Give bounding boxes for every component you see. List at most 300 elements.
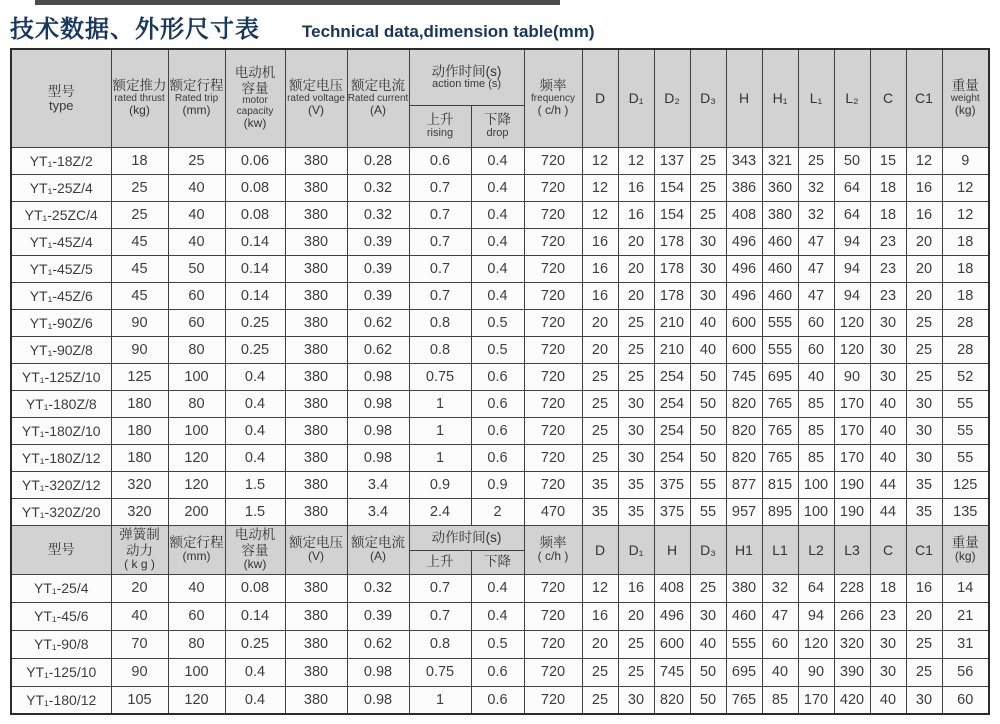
col-header-drop xyxy=(471,105,524,147)
header-unit: (kw) xyxy=(243,116,267,131)
value-cell: 18 xyxy=(942,255,989,282)
col-header2-D3: D₃ xyxy=(690,525,726,574)
col-header2-type xyxy=(11,525,111,574)
value-cell: 25 xyxy=(582,390,618,417)
value-cell: 0.6 xyxy=(471,390,524,417)
value-cell: 30 xyxy=(690,255,726,282)
value-cell: 380 xyxy=(285,574,347,602)
value-cell: 1 xyxy=(409,390,471,417)
value-cell: 0.6 xyxy=(471,686,524,714)
value-cell: 18 xyxy=(870,174,906,201)
col-header-weight xyxy=(942,49,989,147)
value-cell: 720 xyxy=(524,309,582,336)
value-cell: 210 xyxy=(654,309,690,336)
header-en: frequency xyxy=(531,92,575,104)
value-cell: 55 xyxy=(942,417,989,444)
value-cell: 25 xyxy=(582,363,618,390)
value-cell: 720 xyxy=(524,471,582,498)
table-row xyxy=(11,201,989,228)
value-cell: 25 xyxy=(906,658,942,686)
value-cell: 94 xyxy=(798,602,834,630)
value-cell: 0.8 xyxy=(409,309,471,336)
value-cell: 20 xyxy=(906,255,942,282)
value-cell: 120 xyxy=(168,444,225,471)
value-cell: 154 xyxy=(654,174,690,201)
value-cell: 408 xyxy=(726,201,762,228)
value-cell: 30 xyxy=(618,686,654,714)
header-zh: 重量 xyxy=(951,534,979,550)
value-cell: 720 xyxy=(524,658,582,686)
value-cell: 30 xyxy=(906,417,942,444)
value-cell: 16 xyxy=(618,174,654,201)
value-cell: 90 xyxy=(111,658,168,686)
model-cell: YT₁-18Z/2 xyxy=(11,147,111,174)
value-cell: 20 xyxy=(618,282,654,309)
value-cell: 40 xyxy=(798,363,834,390)
value-cell: 320 xyxy=(834,630,870,658)
value-cell: 2 xyxy=(471,498,524,525)
value-cell: 25 xyxy=(618,630,654,658)
value-cell: 85 xyxy=(798,417,834,444)
col-header2-H1: H1 xyxy=(726,525,762,574)
value-cell: 254 xyxy=(654,363,690,390)
header-zh: 频率 xyxy=(539,534,567,550)
value-cell: 85 xyxy=(798,444,834,471)
value-cell: 25 xyxy=(582,686,618,714)
value-cell: 460 xyxy=(762,282,798,309)
col-header2-capacity xyxy=(225,525,285,574)
col-header-D2: D₂ xyxy=(654,49,690,147)
value-cell: 28 xyxy=(942,309,989,336)
value-cell: 25 xyxy=(690,201,726,228)
value-cell: 60 xyxy=(168,309,225,336)
value-cell: 380 xyxy=(285,602,347,630)
value-cell: 170 xyxy=(834,390,870,417)
model-cell: YT₁-25/4 xyxy=(11,574,111,602)
col-header2-trip xyxy=(168,525,225,574)
value-cell: 44 xyxy=(870,471,906,498)
value-cell: 16 xyxy=(618,201,654,228)
value-cell: 745 xyxy=(726,363,762,390)
header-en: Rated current xyxy=(347,92,409,104)
value-cell: 20 xyxy=(582,630,618,658)
value-cell: 343 xyxy=(726,147,762,174)
value-cell: 35 xyxy=(618,498,654,525)
value-cell: 0.4 xyxy=(225,363,285,390)
col-header-trip xyxy=(168,49,225,147)
value-cell: 820 xyxy=(654,686,690,714)
value-cell: 35 xyxy=(582,471,618,498)
value-cell: 460 xyxy=(726,602,762,630)
value-cell: 170 xyxy=(798,686,834,714)
table-row xyxy=(11,658,989,686)
value-cell: 30 xyxy=(690,282,726,309)
value-cell: 120 xyxy=(798,630,834,658)
value-cell: 14 xyxy=(942,574,989,602)
value-cell: 0.5 xyxy=(471,336,524,363)
value-cell: 720 xyxy=(524,444,582,471)
header-zh: 下降 xyxy=(484,554,511,570)
value-cell: 47 xyxy=(798,228,834,255)
value-cell: 720 xyxy=(524,630,582,658)
value-cell: 765 xyxy=(762,390,798,417)
model-cell: YT₁-25ZC/4 xyxy=(11,201,111,228)
value-cell: 25 xyxy=(906,336,942,363)
value-cell: 0.7 xyxy=(409,282,471,309)
value-cell: 380 xyxy=(285,363,347,390)
value-cell: 895 xyxy=(762,498,798,525)
value-cell: 70 xyxy=(111,630,168,658)
value-cell: 0.4 xyxy=(471,282,524,309)
value-cell: 12 xyxy=(582,147,618,174)
value-cell: 25 xyxy=(906,309,942,336)
value-cell: 178 xyxy=(654,228,690,255)
model-cell: YT₁-320Z/20 xyxy=(11,498,111,525)
header-en: rated voltage xyxy=(287,92,345,104)
value-cell: 695 xyxy=(726,658,762,686)
value-cell: 720 xyxy=(524,390,582,417)
value-cell: 18 xyxy=(111,147,168,174)
value-cell: 820 xyxy=(726,417,762,444)
value-cell: 12 xyxy=(582,201,618,228)
value-cell: 720 xyxy=(524,574,582,602)
header-unit: (kg) xyxy=(954,103,976,118)
value-cell: 32 xyxy=(798,201,834,228)
table-row xyxy=(11,282,989,309)
value-cell: 16 xyxy=(906,174,942,201)
value-cell: 555 xyxy=(762,336,798,363)
value-cell: 60 xyxy=(942,686,989,714)
value-cell: 120 xyxy=(168,471,225,498)
value-cell: 12 xyxy=(906,147,942,174)
value-cell: 30 xyxy=(870,309,906,336)
col-header-D1: D₁ xyxy=(618,49,654,147)
table-row xyxy=(11,255,989,282)
value-cell: 720 xyxy=(524,282,582,309)
value-cell: 496 xyxy=(726,228,762,255)
value-cell: 12 xyxy=(942,174,989,201)
col-header-C: C xyxy=(870,49,906,147)
value-cell: 40 xyxy=(870,686,906,714)
value-cell: 0.4 xyxy=(225,658,285,686)
header-unit: (A) xyxy=(370,103,386,118)
value-cell: 380 xyxy=(285,255,347,282)
value-cell: 20 xyxy=(618,228,654,255)
value-cell: 0.25 xyxy=(225,630,285,658)
model-cell: YT₁-45Z/5 xyxy=(11,255,111,282)
value-cell: 40 xyxy=(870,417,906,444)
value-cell: 0.39 xyxy=(347,282,409,309)
value-cell: 55 xyxy=(942,444,989,471)
value-cell: 0.9 xyxy=(471,471,524,498)
value-cell: 40 xyxy=(690,630,726,658)
value-cell: 815 xyxy=(762,471,798,498)
value-cell: 50 xyxy=(690,658,726,686)
value-cell: 25 xyxy=(618,336,654,363)
value-cell: 360 xyxy=(762,174,798,201)
header-en: rated thrust xyxy=(114,92,165,104)
col-header2-L1: L1 xyxy=(762,525,798,574)
value-cell: 154 xyxy=(654,201,690,228)
value-cell: 0.98 xyxy=(347,363,409,390)
header-unit: (kg) xyxy=(954,549,976,564)
col-header2-H: H xyxy=(654,525,690,574)
value-cell: 0.4 xyxy=(225,390,285,417)
value-cell: 105 xyxy=(111,686,168,714)
value-cell: 200 xyxy=(168,498,225,525)
col-header-voltage xyxy=(285,49,347,147)
value-cell: 0.4 xyxy=(471,602,524,630)
header-zh: 频率 xyxy=(539,78,567,94)
value-cell: 12 xyxy=(582,574,618,602)
value-cell: 0.4 xyxy=(225,686,285,714)
value-cell: 408 xyxy=(654,574,690,602)
value-cell: 120 xyxy=(834,309,870,336)
value-cell: 30 xyxy=(870,658,906,686)
value-cell: 100 xyxy=(798,471,834,498)
model-cell: YT₁-180Z/12 xyxy=(11,444,111,471)
value-cell: 20 xyxy=(906,282,942,309)
table-row xyxy=(11,390,989,417)
value-cell: 0.7 xyxy=(409,228,471,255)
value-cell: 3.4 xyxy=(347,471,409,498)
header-unit: (mm) xyxy=(182,549,211,564)
value-cell: 47 xyxy=(762,602,798,630)
col-header-rising xyxy=(409,105,471,147)
col-header2-L2: L2 xyxy=(798,525,834,574)
value-cell: 15 xyxy=(870,147,906,174)
header-unit: (V) xyxy=(308,103,324,118)
value-cell: 0.4 xyxy=(471,228,524,255)
value-cell: 0.98 xyxy=(347,390,409,417)
col-header2-current xyxy=(347,525,409,574)
value-cell: 125 xyxy=(111,363,168,390)
value-cell: 28 xyxy=(942,336,989,363)
value-cell: 0.08 xyxy=(225,174,285,201)
model-cell: YT₁-125Z/10 xyxy=(11,363,111,390)
value-cell: 80 xyxy=(168,336,225,363)
value-cell: 40 xyxy=(690,309,726,336)
value-cell: 45 xyxy=(111,228,168,255)
value-cell: 94 xyxy=(834,282,870,309)
value-cell: 20 xyxy=(906,228,942,255)
value-cell: 52 xyxy=(942,363,989,390)
value-cell: 100 xyxy=(168,417,225,444)
model-cell: YT₁-45Z/4 xyxy=(11,228,111,255)
value-cell: 380 xyxy=(285,686,347,714)
value-cell: 21 xyxy=(942,602,989,630)
col-header2-frequency xyxy=(524,525,582,574)
value-cell: 35 xyxy=(582,498,618,525)
model-cell: YT₁-45Z/6 xyxy=(11,282,111,309)
value-cell: 16 xyxy=(582,282,618,309)
value-cell: 0.4 xyxy=(225,444,285,471)
table-row xyxy=(11,498,989,525)
value-cell: 100 xyxy=(798,498,834,525)
value-cell: 50 xyxy=(834,147,870,174)
value-cell: 228 xyxy=(834,574,870,602)
value-cell: 56 xyxy=(942,658,989,686)
value-cell: 1.5 xyxy=(225,498,285,525)
header-zh: 额定电流 xyxy=(351,78,405,94)
value-cell: 85 xyxy=(798,390,834,417)
value-cell: 25 xyxy=(798,147,834,174)
value-cell: 40 xyxy=(168,574,225,602)
table-row xyxy=(11,336,989,363)
value-cell: 380 xyxy=(285,282,347,309)
value-cell: 190 xyxy=(834,498,870,525)
value-cell: 765 xyxy=(762,417,798,444)
value-cell: 40 xyxy=(690,336,726,363)
value-cell: 0.32 xyxy=(347,174,409,201)
value-cell: 0.8 xyxy=(409,630,471,658)
value-cell: 695 xyxy=(762,363,798,390)
value-cell: 555 xyxy=(726,630,762,658)
value-cell: 30 xyxy=(906,444,942,471)
table-row xyxy=(11,602,989,630)
value-cell: 496 xyxy=(654,602,690,630)
header-zh: 额定推力 xyxy=(112,78,167,94)
value-cell: 720 xyxy=(524,686,582,714)
value-cell: 0.08 xyxy=(225,574,285,602)
value-cell: 16 xyxy=(582,255,618,282)
value-cell: 0.98 xyxy=(347,658,409,686)
value-cell: 380 xyxy=(285,309,347,336)
value-cell: 555 xyxy=(762,309,798,336)
value-cell: 0.14 xyxy=(225,602,285,630)
col-header-D3: D₃ xyxy=(690,49,726,147)
value-cell: 80 xyxy=(168,630,225,658)
value-cell: 0.4 xyxy=(471,574,524,602)
value-cell: 720 xyxy=(524,174,582,201)
table2-header xyxy=(11,525,989,574)
value-cell: 720 xyxy=(524,363,582,390)
value-cell: 1 xyxy=(409,686,471,714)
header-unit: ( c/h ) xyxy=(537,549,569,564)
value-cell: 40 xyxy=(762,658,798,686)
value-cell: 16 xyxy=(618,574,654,602)
value-cell: 178 xyxy=(654,255,690,282)
value-cell: 420 xyxy=(834,686,870,714)
value-cell: 9 xyxy=(942,147,989,174)
value-cell: 50 xyxy=(690,444,726,471)
value-cell: 60 xyxy=(762,630,798,658)
table-row xyxy=(11,444,989,471)
value-cell: 0.7 xyxy=(409,574,471,602)
value-cell: 720 xyxy=(524,602,582,630)
model-cell: YT₁-125/10 xyxy=(11,658,111,686)
col-header-type xyxy=(11,49,111,147)
value-cell: 1 xyxy=(409,444,471,471)
value-cell: 180 xyxy=(111,444,168,471)
value-cell: 320 xyxy=(111,471,168,498)
header-unit: (kw) xyxy=(243,557,267,572)
header-zh: 额定电流 xyxy=(351,534,405,550)
header-zh: 额定行程 xyxy=(169,534,224,550)
value-cell: 64 xyxy=(834,201,870,228)
header-unit: ( k g ) xyxy=(124,557,155,572)
value-cell: 55 xyxy=(690,471,726,498)
value-cell: 720 xyxy=(524,147,582,174)
col-header2-D: D xyxy=(582,525,618,574)
header-unit: (mm) xyxy=(182,103,211,118)
value-cell: 820 xyxy=(726,444,762,471)
header-zh: 上升 xyxy=(426,112,454,128)
value-cell: 0.75 xyxy=(409,658,471,686)
value-cell: 20 xyxy=(906,602,942,630)
value-cell: 125 xyxy=(942,471,989,498)
value-cell: 0.5 xyxy=(471,630,524,658)
header-unit: (V) xyxy=(308,549,324,564)
value-cell: 25 xyxy=(582,417,618,444)
value-cell: 90 xyxy=(798,658,834,686)
value-cell: 765 xyxy=(726,686,762,714)
value-cell: 20 xyxy=(618,255,654,282)
table-row xyxy=(11,309,989,336)
value-cell: 40 xyxy=(870,444,906,471)
header-zh: 电动机 xyxy=(234,527,276,543)
value-cell: 35 xyxy=(618,471,654,498)
value-cell: 0.9 xyxy=(409,471,471,498)
value-cell: 12 xyxy=(618,147,654,174)
value-cell: 254 xyxy=(654,390,690,417)
value-cell: 30 xyxy=(906,686,942,714)
header-en: rising xyxy=(426,126,454,139)
header-zh: 额定行程 xyxy=(169,78,224,94)
value-cell: 25 xyxy=(582,444,618,471)
value-cell: 254 xyxy=(654,444,690,471)
value-cell: 31 xyxy=(942,630,989,658)
value-cell: 40 xyxy=(168,174,225,201)
value-cell: 0.6 xyxy=(471,363,524,390)
value-cell: 135 xyxy=(942,498,989,525)
value-cell: 60 xyxy=(798,336,834,363)
header-zh: 型号 xyxy=(47,541,75,557)
value-cell: 30 xyxy=(870,363,906,390)
value-cell: 600 xyxy=(726,336,762,363)
value-cell: 0.98 xyxy=(347,417,409,444)
table2-body xyxy=(11,574,989,714)
value-cell: 80 xyxy=(168,390,225,417)
header-zh: 重量 xyxy=(951,78,979,94)
header-en: type xyxy=(48,98,74,114)
value-cell: 0.39 xyxy=(347,255,409,282)
value-cell: 380 xyxy=(285,147,347,174)
value-cell: 25 xyxy=(690,574,726,602)
value-cell: 90 xyxy=(834,363,870,390)
value-cell: 320 xyxy=(111,498,168,525)
value-cell: 0.62 xyxy=(347,309,409,336)
value-cell: 44 xyxy=(870,498,906,525)
value-cell: 0.06 xyxy=(225,147,285,174)
header-zh: 容量 xyxy=(241,542,269,558)
value-cell: 0.6 xyxy=(409,147,471,174)
col-header-L1: L₁ xyxy=(798,49,834,147)
value-cell: 50 xyxy=(690,363,726,390)
value-cell: 380 xyxy=(285,444,347,471)
header-zh: 上升 xyxy=(426,554,454,570)
value-cell: 16 xyxy=(906,201,942,228)
value-cell: 25 xyxy=(690,174,726,201)
value-cell: 25 xyxy=(582,658,618,686)
table-row xyxy=(11,574,989,602)
value-cell: 94 xyxy=(834,255,870,282)
value-cell: 50 xyxy=(690,390,726,417)
value-cell: 90 xyxy=(111,336,168,363)
value-cell: 25 xyxy=(168,147,225,174)
value-cell: 20 xyxy=(111,574,168,602)
value-cell: 30 xyxy=(906,390,942,417)
